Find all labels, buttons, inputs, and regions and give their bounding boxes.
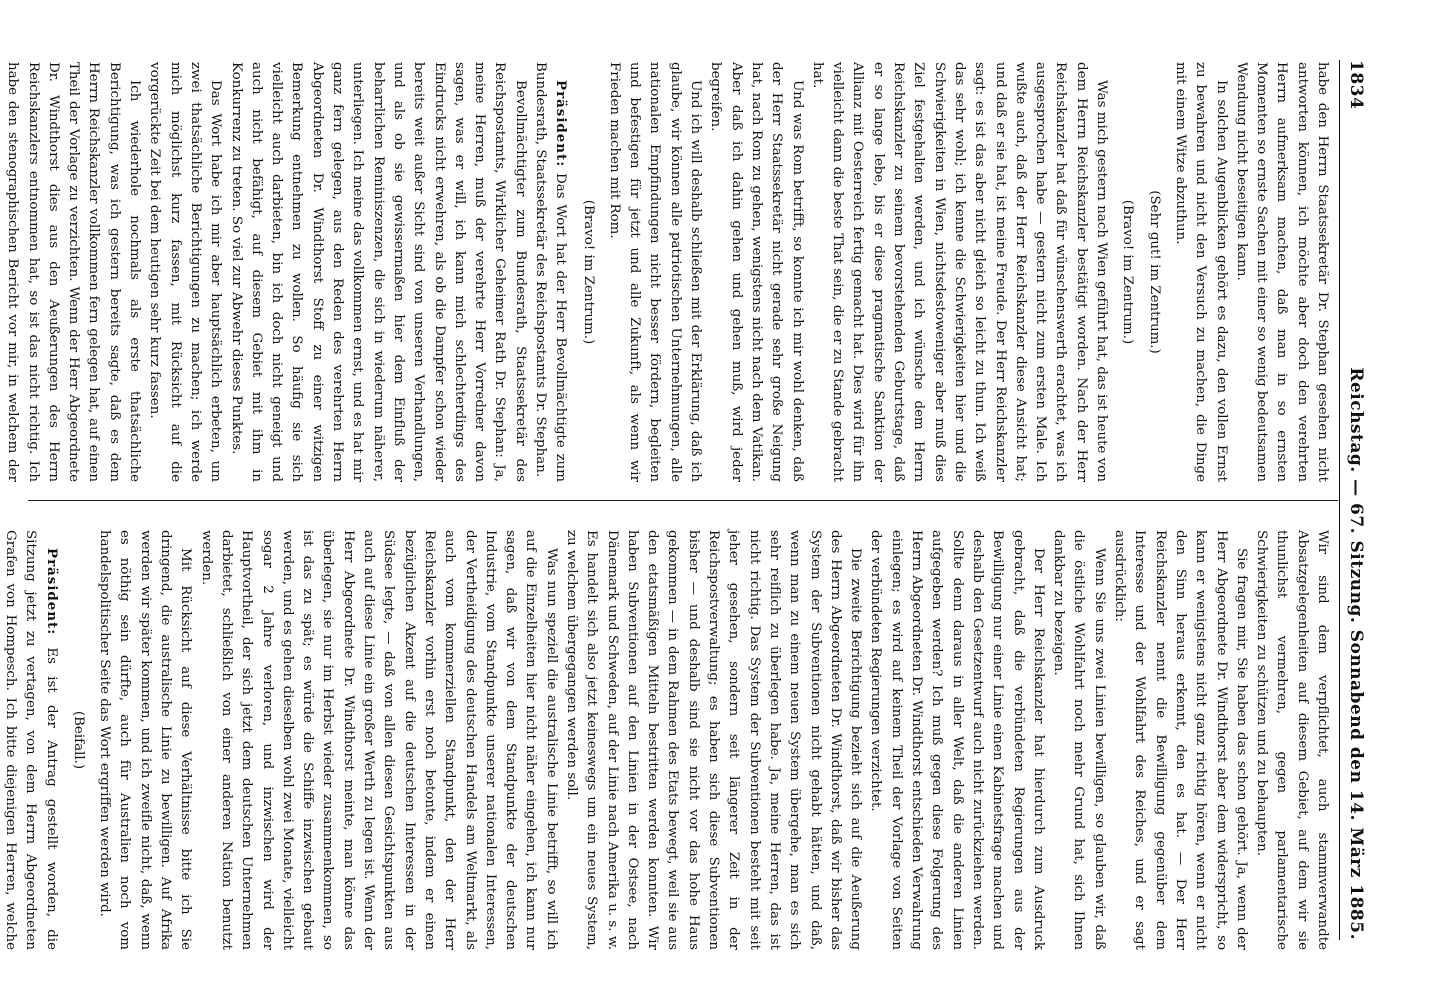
- paragraph: Was nun speziell die australische Linie betrifft, so will ich auf die Einzelheiten hier nicht näher eingehen, ich kann nur sagen, daß wir von dem Standpunkte der deutschen Industrie, vom Standpunkte unserer nationalen Interessen, der Vertheidigung des deutschen Handels am Weltmarkt, als auch vom kommerziellen Standpunkt, den der Herr Reichskanzler vorhin erst noch betonte, indem er einen bezüglichen Akzent auf die deutschen Interessen in der Südsee legte, — daß von allen diesen Gesichtspunkten aus auch auf diese Linie ein großer Werth zu legen ist. Wenn der Herr Abgeordnete Dr. Windthorst meinte, man könne das überlegen, sie nur im Herbst wieder zusammenkommen, so ist das zu spät; es würde die Schiffe inzwischen gebaut werden, und es gehen dieselben wohl zwei Monate, vielleicht sogar 2 Jahre verloren, und inzwischen wird der Hauptvortheil, der sich jetzt dem deutschen Unternehmen darbietet, schließlich von einer anderen Nation benutzt werden.: [198, 530, 559, 950]
- paragraph: Ich wiederhole nochmals als erste thatsächliche Berichtigung, was ich gestern bereits sagte, daß es dem Herrn Reichskanzler vollkommen fern gelegen hat, auf einen Theil der Vorlage zu verzichten. Wenn der Herr Abgeordnete Dr. Windthorst dies aus den Aeußerungen des Herrn Reichskanzlers entnommen hat, so ist das nicht richtig. Ich habe den stenographischen Bericht vor mir, in welchem der: [5, 62, 143, 482]
- speaker-paragraph: [0, 530, 62, 950]
- speech-text: Es ist der Antrag gestellt worden, die Sitzung jetzt zu vertagen, von dem Herrn Abgeordneten Grafen von Hompesch. Ich bitte diejenigen Herren, welche: [3, 530, 59, 950]
- paragraph: Was mich gestern nach Wien geführt hat, das ist heute von dem Herrn Reichskanzler bestätigt worden. Nach der Herr Reichskanzler hat daß für wünschenswerth erachtet, was ich ausgesprochen habe — gestern nicht zum ersten Male. Ich wußte auch, daß der Herr Reichskanzler diese Ansicht hat; und daß er sie hat, ist meine Freude. Der Herr Reichskanzler sagt: es ist das aber nicht gleich so leicht zu thun. Ich weiß das sehr wohl; ich kenne die Schwierigkeiten hier und die Schwierigkeiten in Wien, nichtsdestoweniger aber muß dies Ziel festgehalten werden, und ich wünsche dem Herrn Reichskanzler zu seinem bevorstehenden Geburtstage, daß er so lange lebe, bis er diese pragmatische Sanktion der Allianz mit Oesterreich fertig gemacht hat. Dies wird für ihn vielleicht dann die beste That sein, die er zu Stande gebracht hat.: [809, 62, 1110, 482]
- column-divider: [28, 500, 1338, 501]
- paragraph: Der Herr Reichskanzler hat hierdurch zum Ausdruck gebracht, daß die verbündeten Regierungen aus der Bewilligung nur einer Linie einen Kabinetsfrage machen und deshalb den Gesetzentwurf auch nicht zurückziehen werden. Sollte denn daraus in aller Welt, daß die anderen Linien aufgegeben werden? Ich muß gegen diese Folgerung des Herrn Abgeordneten Dr. Windthorst entschieden Verwahrung einlegen; es wird auf keinem Theil der Vorlage von Seiten der verbündeten Regierungen verzichtet.: [868, 530, 1046, 950]
- paragraph: Sie fragen mir, Sie haben das schon gehört. Ja, wenn der Herr Abgeordnete Dr. Windthorst aber dem widerspricht, so kann er wenigstens nicht ganz richtig hören, wenn er nicht den Sinn heraus erkennt, den es hat. — Der Herr Reichskanzler nennt die Bewilligung gegenüber dem Interesse und der Wohlfahrt des Reiches, und er sagt ausdrücklich:: [1112, 530, 1249, 950]
- page-number: 1834: [1346, 60, 1366, 110]
- stage-direction: (Sehr gut! im Zentrum.): [1146, 190, 1162, 354]
- stage-direction: (Bravo! im Zentrum.): [580, 199, 596, 345]
- paragraph: Und was Rom betrifft, so konnte ich mir wohl denken, daß der Herr Staatssekretär nicht gerade sehr große Neigung hat, nach Rom zu gehen, wenigstens nicht nach dem Vatikan. Aber daß ich dahin gehen und gehen muß, wird jeder begreifen.: [708, 62, 805, 482]
- paragraph: Wir sind dem verpflichtet, auch stammverwandte Absatzgelegenheiten auf diesem Gebiet, auf dem wir sie thunlichst vermehren, gegen parlamentarische Schwierigkeiten zu schützen und zu behaupten.: [1254, 530, 1330, 950]
- stage-direction: (Bravo! im Zentrum.): [1120, 199, 1136, 345]
- paragraph: Die zweite Berichtigung bezieht sich auf die Aeußerung des Herrn Abgeordneten Dr. Windthorst, daß wir bisher das System der Subventionen nicht gehabt hätten, und daß, wenn man zu einem neuen System übergehe, man es sich sehr reiflich zu überlegen habe. Ja, meine Herren, das ist nicht richtig. Das System der Subventionen besteht mit seit jeher gesehen, sondern seit längerer Zeit in der Reichspostverwaltung; es haben sich diese Subventionen bisher — und deshalb sind sie nicht vor das hohe Haus gekommen — in dem Rahmen des Etats bewegt, weil sie aus den etatsmäßigen Mitteln bestritten werden konnten. Wir haben Subventionen auf den Linien in der Ostsee, nach Dänemark und Schweden, auf der Linie nach Amerika u. s. w. Es handelt sich also jetzt keineswegs um ein neues System, zu welchem übergegangen werden soll.: [564, 530, 864, 950]
- speaker-name: Präsident:: [43, 548, 60, 636]
- paragraph: Und ich will deshalb schließen mit der Erklärung, daß ich glaube, wir können alle patriotischen Unternehmungen, alle nationalen Empfindungen nicht besser fördern, begleiten und befestigen für jetzt und alle Zukunft, als wenn wir Frieden machen mit Rom.: [606, 62, 704, 482]
- page-title: Reichstag. — 67. Sitzung. Sonnabend den 14. März 1885.: [1346, 367, 1366, 940]
- right-column: [0, 530, 1332, 950]
- newspaper-page: [3, 0, 1402, 1000]
- paragraph: habe den Herrn Staatssekretär Dr. Stephan gesehen nicht antworten können, ich möchte aber doch den verehrten Herrn aufmerksam machen, daß man in so ernsten Momenten so ernste Sachen mit einer so wenig bedeutsamen Wendung nicht beseitigen kann.: [1233, 62, 1330, 482]
- paragraph: Mit Rücksicht auf diese Verhältnisse bitte ich Sie dringend, die australische Linie zu bewilligen. Auf Afrika werden wir später kommen, und ich zweifle nicht, daß, wenn es nöthig sein dürfte, auch für Australien noch vom handelspolitischer Seite das Wort ergriffen werden wird.: [97, 530, 194, 950]
- paragraph: In solchen Augenblicken gehört es dazu, den vollen Ernst zu bewahren und nicht den Versuch zu machen, die Dinge mit einem Witze abzuthun.: [1172, 62, 1229, 482]
- paragraph: Wenn Sie uns zwei Linien bewilligen, so glauben wir, daß die östliche Wohlfahrt noch mehr Grund hat, sich Ihnen dankbar zu bezeigen.: [1051, 530, 1107, 950]
- speaker-paragraph: [530, 62, 572, 482]
- speech-text: Das Wort hat der Herr Bevollmächtigte zum Bundesrath, Staatssekretär des Reichspostamts Dr. Stephan.: [533, 62, 569, 482]
- left-column: [0, 62, 1332, 482]
- speaker-name: Präsident:: [553, 80, 570, 168]
- stage-direction: (Beifall.): [70, 710, 86, 770]
- header-rule: [1339, 60, 1340, 940]
- paragraph: Bevollmächtigter zum Bundesrath, Staatssekretär des Reichspostamts, Wirklicher Geheimer Rath Dr. Stephan: Ja, meine Herren, muß der verehrte Herr Vorredner davon sagen, was er will, ich kann mich schlechterdings des Eindrucks nicht erwehren, als ob die Dampfer schon wieder bereits weit außer Sicht sind von unseren Verhandlungen, und als ob sie gewissermaßen hier dem Einfluß der beharrlichen Reminiszenzen, die sich in wiederum näherer, unterliegen. Ich meine das vollkommen ernst, und es hat mir ganz fern gelegen, aus den Reden des verehrten Herrn Abgeordneten Dr. Windthorst Stoff zu einer witzigen Bemerkung entnehmen zu wollen. So häufig sie sich vielleicht auch darbieten, bin ich doch nicht geneigt und auch nicht befähigt, auf diesem Gebiet mit ihm in Konkurrenz zu treten. So viel zur Abwehr dieses Punktes.: [228, 62, 528, 482]
- digitization-credit: [1408, 0, 1432, 1000]
- page-header: [1342, 60, 1370, 940]
- paragraph: Das Wort habe ich mir aber hauptsächlich erbeten, um zwei thatsächliche Berichtigungen zu machen; ich werde mich möglichst kurz fassen, mit Rücksicht auf die vorgerückte Zeit bei dem heutigen sehr kurz fassen.: [147, 62, 224, 482]
